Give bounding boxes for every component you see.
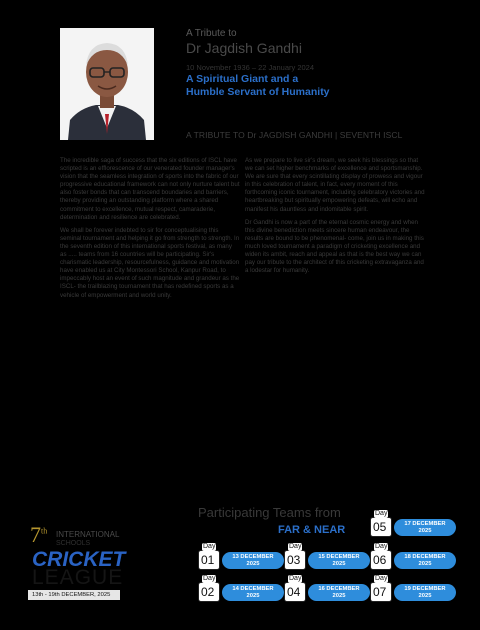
day-number: 02 <box>201 585 215 599</box>
day-year: 2025 <box>246 592 260 599</box>
day-year: 2025 <box>332 592 346 599</box>
day-badge <box>370 510 458 537</box>
right-paragraph-2: Dr Gandhi is now a part of the eternal cosmic energy and when this divine benediction meets sincere human endeavour, the results are bound to be phenomenal- come, join us in making this much loved tournament a paradigm of cricketing excellence and widen its ambit, reach and appeal as that is the best way we can pay our tribute to the architect of this cricketing extravaganza and a lodestar for humanity. <box>245 218 424 275</box>
day-badge <box>198 575 286 602</box>
tribute-name: Dr Jagdish Gandhi <box>186 40 302 56</box>
day-number: 03 <box>287 553 301 567</box>
tribute-header <box>186 28 446 99</box>
day-badge <box>284 575 372 602</box>
league-dates-banner: 13th - 19th DECEMBER, 2025 <box>28 590 120 600</box>
league-line2: SCHOOLS <box>56 540 91 547</box>
tribute-tagline-line2: Humble Servant of Humanity <box>186 86 330 98</box>
day-year: 2025 <box>418 527 432 534</box>
day-date: 15 DECEMBER <box>318 553 360 560</box>
left-column <box>60 157 240 305</box>
day-date-pill <box>308 552 370 569</box>
day-year: 2025 <box>418 560 432 567</box>
day-date-pill <box>222 584 284 601</box>
day-badge <box>370 543 458 570</box>
left-paragraph-2: We shall be forever indebted to sir for conceptualising this seminal tournament and helping it go from strength to strength. In the seventh edition of this international sports festival, as many as ..... teams from 16 countries will be participating. Sir's charismatic leadership, resourcefulness, guidance and motivation have enabled us at City Montessori School, Kanpur Road, to impeccably host an event of such magnitude and grandeur as the ISCL- the trailblazing tournament that has redefined sports as a vehicle of empowerment and world unity. <box>60 226 240 299</box>
day-year: 2025 <box>418 592 432 599</box>
right-column <box>245 157 425 280</box>
tribute-dates: 10 November 1936 – 22 January 2024 <box>186 63 315 72</box>
day-word: Day <box>203 543 216 550</box>
day-number: 05 <box>373 520 387 534</box>
day-date-pill <box>222 552 284 569</box>
league-number: 7 <box>30 522 41 547</box>
teams-title: Participating Teams from <box>198 505 341 520</box>
teams-subtitle: FAR & NEAR <box>278 524 346 536</box>
day-date: 19 DECEMBER <box>404 585 446 592</box>
day-word: Day <box>203 575 216 582</box>
league-logo <box>28 522 173 602</box>
day-date: 17 DECEMBER <box>404 520 446 527</box>
tribute-label: A Tribute to <box>186 28 237 39</box>
day-date-pill <box>308 584 370 601</box>
day-date: 14 DECEMBER <box>232 585 274 592</box>
day-date-pill <box>394 519 456 536</box>
league-league-word: LEAGUE <box>32 566 124 589</box>
day-number: 07 <box>373 585 387 599</box>
day-date: 13 DECEMBER <box>232 553 274 560</box>
day-badge <box>370 575 458 602</box>
league-edition-number <box>30 522 47 548</box>
day-word: Day <box>375 543 388 550</box>
day-word: Day <box>289 543 302 550</box>
day-word: Day <box>375 510 388 517</box>
tribute-tagline-line1: A Spiritual Giant and a <box>186 73 299 85</box>
day-year: 2025 <box>332 560 346 567</box>
league-cricket-word: CRICKET <box>32 548 126 571</box>
day-date: 18 DECEMBER <box>404 553 446 560</box>
day-date: 16 DECEMBER <box>318 585 360 592</box>
league-line1: INTERNATIONAL <box>56 530 120 539</box>
league-ordinal: th <box>41 526 48 536</box>
day-year: 2025 <box>246 560 260 567</box>
portrait-photo <box>60 28 154 140</box>
day-word: Day <box>289 575 302 582</box>
day-date-pill <box>394 584 456 601</box>
day-word: Day <box>375 575 388 582</box>
day-date-pill <box>394 552 456 569</box>
day-number: 04 <box>287 585 301 599</box>
section-heading: A TRIBUTE TO Dr JAGDISH GANDHI | SEVENTH ISCL <box>186 130 403 140</box>
day-number: 06 <box>373 553 387 567</box>
tribute-tagline <box>186 73 446 99</box>
day-badge <box>284 543 372 570</box>
day-number: 01 <box>201 553 215 567</box>
left-paragraph-1: The incredible saga of success that the six editions of ISCL have scripted is an efflorescence of our venerated founder manager's vision that the seamless integration of sports into the fabric of our progressive educational framework can not only nurture talent but also foster bonds that can transcend boundaries and barriers, thereby providing an outstanding platform where a shared commitment to excellence, mutual respect, camaraderie, determination and resilience are celebrated. <box>60 157 240 221</box>
day-badge <box>198 543 286 570</box>
right-paragraph-1: As we prepare to live sir's dream, we seek his blessings so that we can set higher benchmarks of excellence and sportsmanship. We are sure that every scintillating display of prowess and vigour in this celebration of talent, in fact, every moment of this forthcoming iconic tournament, including celebratory victories and heartbreaking but spiritually empowering defeats, will echo and manifest his dauntless and indomitable spirit. <box>245 157 425 213</box>
